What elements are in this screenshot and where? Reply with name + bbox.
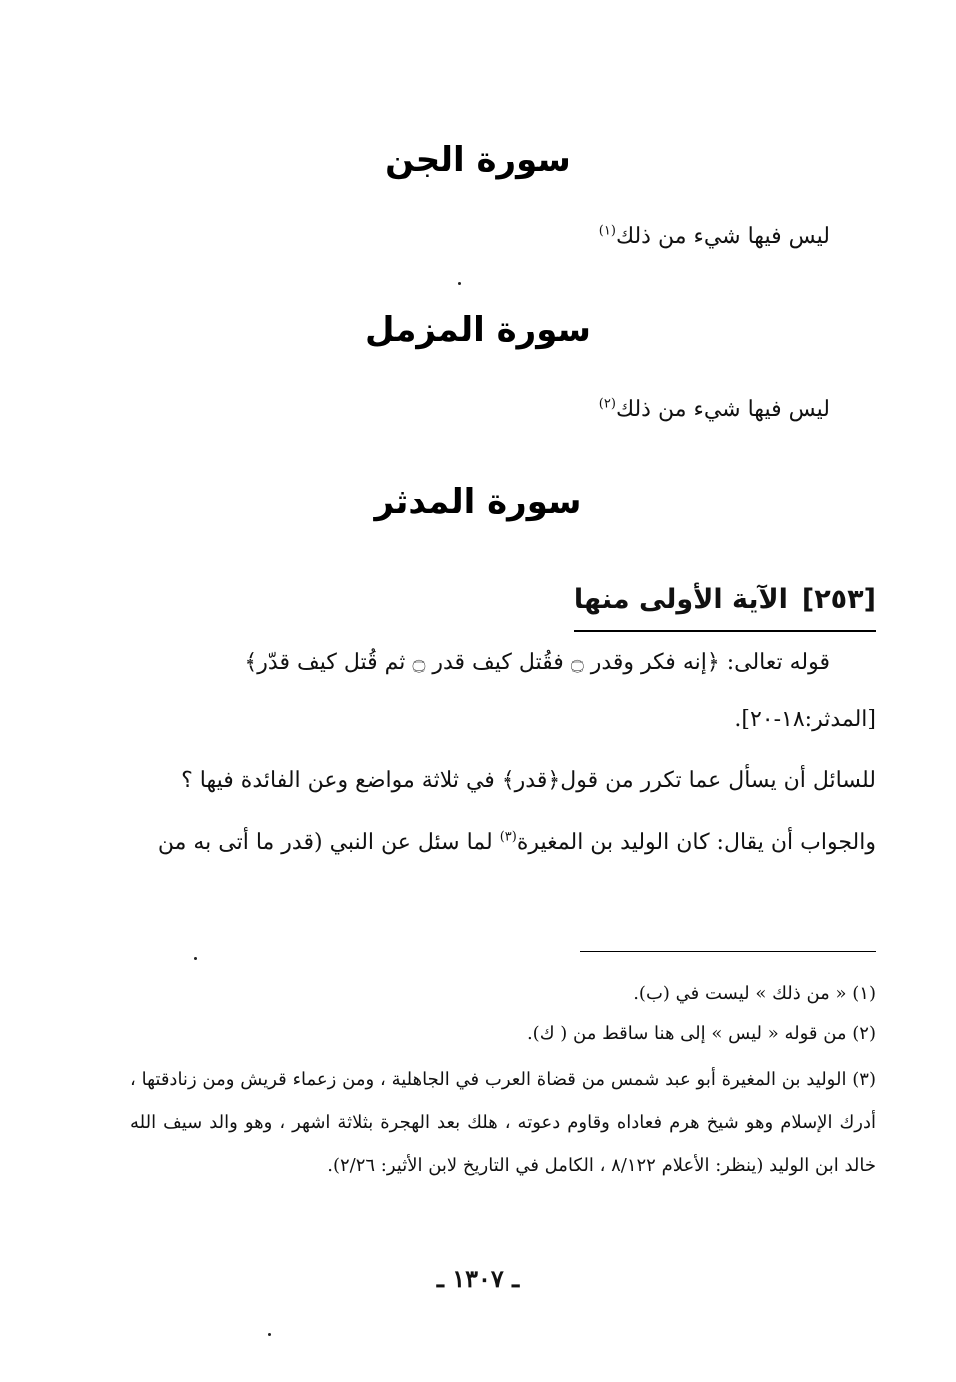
surah-note-jinn-text: ليس فيها شيء من ذلك [615,224,830,249]
answer-text-start: والجواب أن يقال: كان الوليد بن المغيرة [516,830,876,855]
footnote-1: (١) « من ذلك » ليست في (ب). [633,983,876,1004]
scan-speck [194,957,197,960]
footnote-separator [580,951,876,952]
scan-speck [458,282,461,285]
footnote-ref-2: (٢) [598,396,616,412]
footnote-2: (٢) من قوله « ليس » إلى هنا ساقط من ( ك). [526,1023,876,1044]
surah-note-jinn [310,220,830,254]
surah-note-muzzammil-text: ليس فيها شيء من ذلك [615,397,830,422]
footnote-ref-3: (٣) [499,829,517,845]
surah-title-muzzammil: سورة المزمل [365,310,591,350]
answer-text-end: لما سئل عن النبي (قدر ما أتى به من [157,830,500,855]
footnote-ref-1: (١) [598,223,616,239]
question-paragraph: للسائل أن يسأل عما تكرر من قول﴿قدر﴾ في ثلاثة مواضع وعن الفائدة فيها ؟ [181,768,876,793]
answer-paragraph [116,826,876,860]
section-title: الآية الأولى منها [573,583,788,615]
surah-title-muddaththir: سورة المدثر [374,482,582,522]
surah-title-jinn: سورة الجن [385,140,571,180]
footnote-3: (٣) الوليد بن المغيرة أبو عبد شمس من قضاة العرب في الجاهلية ، ومن زعماء قريش ومن زنادقتها ، أدرك الإسلام وهو شيخ هرم فعاداه وقاوم دعوته ، هلك بعد الهجرة بثلاثة اشهر ، وهو والد سيف الله خالد ابن الوليد (ينظر: الأعلام ٨/١٢٢ ، الكامل في التاريخ لابن الأثير: ٢/٢٦). [130,1069,876,1176]
scan-speck [268,1333,271,1336]
verse-citation: [المدثر:١٨-٢٠]. [734,707,876,732]
page-number: ـ ١٣٠٧ ـ [436,1264,520,1293]
section-number: [٢٥٣] [801,583,876,615]
quran-verse-line: قوله تعالى: ﴿إنه فكر وقدر ۝ فقُتل كيف قدر ۝ ثم قُتل كيف قدّر﴾ [244,650,830,675]
section-heading [574,572,876,632]
surah-note-muzzammil [310,393,830,427]
